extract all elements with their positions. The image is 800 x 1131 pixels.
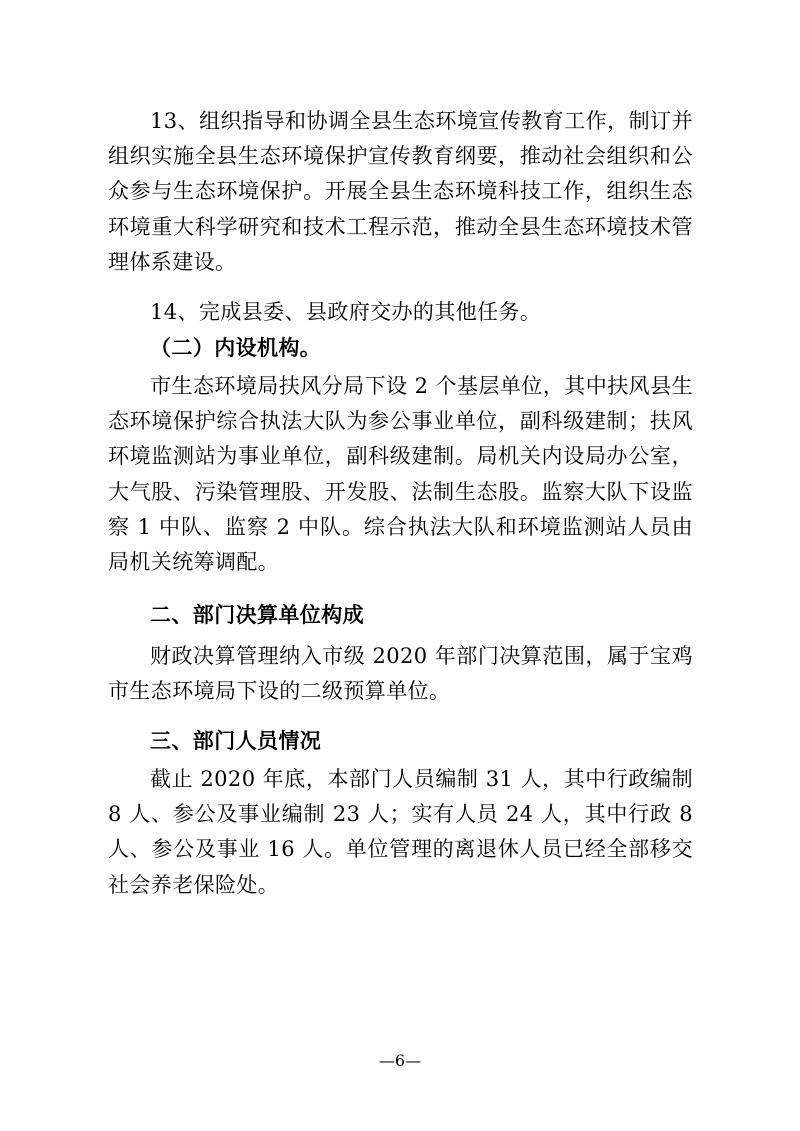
paragraph-internal-structure: 市生态环境局扶风分局下设 2 个基层单位，其中扶风县生态环境保护综合执法大队为参公事业单位，副科级建制；扶风环境监测站为事业单位，副科级建制。局机关内设局办公室，大气股、污染管理股、开发股、法制生态股。监察大队下设监察 1 中队、监察 2 中队。综合执法大队和环境监测站人员由局机关统筹调配。 (108, 374, 693, 575)
paragraph-section-3: 截止 2020 年底，本部门人员编制 31 人，其中行政编制 8 人、参公及事业编制 23 人；实有人员 24 人，其中行政 8 人、参公及事业 16 人。单位管理的离退休人员已经全部移交社会养老保险处。 (108, 767, 693, 897)
page-number: —6— (378, 1051, 422, 1070)
heading-section-2: 二、部门决算单位构成 (150, 603, 364, 627)
paragraph-section-2: 财政决算管理纳入市级 2020 年部门决算范围，属于宝鸡市生态环境局下设的二级预算单位。 (108, 644, 693, 704)
heading-section-3: 三、部门人员情况 (150, 729, 322, 753)
heading-internal-structure: （二）内设机构。 (150, 336, 322, 360)
paragraph-item-13: 13、组织指导和协调全县生态环境宣传教育工作，制订并组织实施全县生态环境保护宣传教育纲要，推动社会组织和公众参与生态环境保护。开展全县生态环境科技工作，组织生态环境重大科学研究和技术工程示范，推动全县生态环境技术管理体系建设。 (108, 109, 693, 274)
paragraph-item-14: 14、完成县委、县政府交办的其他任务。 (150, 300, 542, 324)
